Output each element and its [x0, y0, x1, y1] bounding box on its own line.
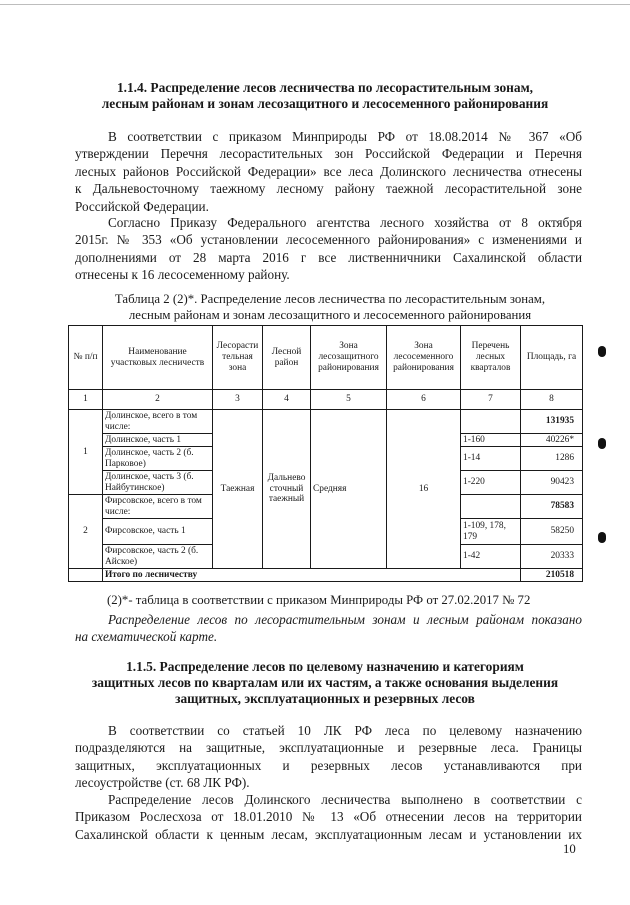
forest-distribution-table: [68, 325, 583, 582]
total-label: Итого по лесничеству: [103, 569, 521, 582]
table-footnote: (2)*- таблица в соответствии с приказом Минприроды РФ от 27.02.2017 № 72: [107, 593, 531, 607]
heading-line: лесным районам и зонам лесозащитного и лесосеменного районирования: [101, 96, 549, 111]
area-cell: 78583: [521, 495, 583, 519]
row-number: 2: [69, 495, 103, 569]
zone-cell: Таежная: [213, 410, 263, 569]
table-caption: [75, 291, 585, 323]
forestry-name: Долинское, часть 1: [103, 434, 213, 447]
heading-line: 1.1.4. Распределение лесов лесничества по лесорастительным зонам,: [116, 80, 534, 95]
text-line: отнесены к 16 лесосеменному району.: [75, 267, 290, 283]
text-line: Согласно Приказу Федерального агентства лесного хозяйства от 8 октября: [108, 215, 582, 230]
text-line: к Дальневосточному таежному лесному району таежной лесорастительной зоне: [75, 181, 582, 197]
protect-zone-cell: Средняя: [311, 410, 387, 569]
table-column-numbers-row: [69, 390, 583, 410]
text-line: на схематической карте.: [75, 629, 218, 645]
text-line: В соответствии со статьей 10 ЛК РФ леса по целевому назначению: [108, 723, 582, 738]
header-seed-zone: Зона лесосеменного районирования: [387, 326, 461, 390]
column-number: 1: [69, 390, 103, 410]
column-number: 5: [311, 390, 387, 410]
text-line: лесных районов Российской Федерации» все леса Долинского лесничества отнесены: [75, 163, 582, 179]
area-cell: 131935: [521, 410, 583, 434]
total-number-cell: [69, 569, 103, 582]
area-cell: 90423: [521, 471, 583, 495]
forestry-name: Долинское, всего в том числе:: [103, 410, 213, 434]
paragraph-4: [75, 791, 582, 843]
paragraph-2: [75, 214, 582, 284]
text-line: В соответствии с приказом Минприроды РФ от 18.08.2014 № 367 «Об: [108, 129, 582, 144]
forestry-name: Долинское, часть 2 (б. Парковое): [103, 447, 213, 471]
quarters-cell: 1-14: [461, 447, 521, 471]
text-line: защитных, эксплуатационных и резервных лесов устанавливаются при: [75, 757, 582, 773]
paragraph-3: [75, 722, 582, 792]
quarters-cell: 1-160: [461, 434, 521, 447]
area-cell: 58250: [521, 519, 583, 545]
quarters-cell: 1-109, 178, 179: [461, 519, 521, 545]
column-number: 7: [461, 390, 521, 410]
column-number: 8: [521, 390, 583, 410]
column-number: 2: [103, 390, 213, 410]
forestry-name: Долинское, часть 3 (б. Найбутинское): [103, 471, 213, 495]
page-number: 10: [563, 842, 576, 856]
total-value: 210518: [521, 569, 583, 582]
paragraph-1: [75, 128, 582, 215]
column-number: 3: [213, 390, 263, 410]
text-line: Сахалинской области к ценным лесам, эксплуатационным лесам и установлении их: [75, 826, 582, 842]
text-line: Приказом Рослесхоза от 18.01.2010 № 13 «Об отнесении лесов на территории: [75, 809, 582, 825]
quarters-cell: 1-42: [461, 545, 521, 569]
text-line: подразделяются на защитные, эксплуатационные и резервные леса. Границы: [75, 740, 582, 756]
text-line: лесоустройстве (ст. 68 ЛК РФ).: [75, 775, 250, 791]
forestry-name: Фирсовское, часть 1: [103, 519, 213, 545]
seed-zone-cell: 16: [387, 410, 461, 569]
header-name: Наименование участковых лесничеств: [103, 326, 213, 390]
area-cell: 1286: [521, 447, 583, 471]
quarters-cell: [461, 410, 521, 434]
area-cell: 40226*: [521, 434, 583, 447]
punch-hole-mark: [598, 346, 606, 357]
forestry-name: Фирсовское, часть 2 (б. Айское): [103, 545, 213, 569]
area-cell: 20333: [521, 545, 583, 569]
text-line: 2015г. № 353 «Об установлении лесосеменного районирования» с изменениями и: [75, 232, 582, 248]
row-number: 1: [69, 410, 103, 495]
italic-note: [75, 611, 582, 646]
header-zone: Лесорасти тельная зона: [213, 326, 263, 390]
heading-line: защитных лесов по кварталам или их частям, а также основания выделения: [91, 675, 559, 690]
scan-edge-line: [0, 4, 630, 5]
region-cell: Дальнево сточный таежный: [263, 410, 311, 569]
header-region: Лесной район: [263, 326, 311, 390]
table-header-row: [69, 326, 583, 390]
punch-hole-mark: [598, 438, 606, 449]
quarters-cell: 1-220: [461, 471, 521, 495]
punch-hole-mark: [598, 532, 606, 543]
text-line: Распределение лесов по лесорастительным зонам и лесным районам показано: [108, 612, 582, 627]
table-total-row: [69, 569, 583, 582]
text-line: Распределение лесов Долинского лесничества выполнено в соответствии с: [108, 792, 582, 807]
caption-line: Таблица 2 (2)*. Распределение лесов лесничества по лесорастительным зонам,: [114, 292, 546, 306]
header-number: № п/п: [69, 326, 103, 390]
column-number: 4: [263, 390, 311, 410]
text-line: дополнениями от 28 марта 2016 г все лиственничники Сахалинской области: [75, 249, 582, 265]
section-heading-1-1-5: [60, 659, 590, 707]
text-line: Российской Федерации.: [75, 198, 209, 214]
heading-line: защитных, эксплуатационных и резервных лесов: [175, 691, 475, 706]
quarters-cell: [461, 495, 521, 519]
section-heading-1-1-4: [60, 80, 590, 112]
caption-line: лесным районам и зонам лесозащитного и лесосеменного районирования: [128, 308, 532, 322]
heading-line: 1.1.5. Распределение лесов по целевому назначению и категориям: [126, 659, 524, 674]
table-row: [69, 410, 583, 434]
forestry-name: Фирсовское, всего в том числе:: [103, 495, 213, 519]
text-line: утверждении Перечня лесорастительных зон Российской Федерации и Перечня: [75, 146, 582, 162]
column-number: 6: [387, 390, 461, 410]
header-quarters: Перечень лесных кварталов: [461, 326, 521, 390]
header-protect-zone: Зона лесозащитного районирования: [311, 326, 387, 390]
header-area: Площадь, га: [521, 326, 583, 390]
